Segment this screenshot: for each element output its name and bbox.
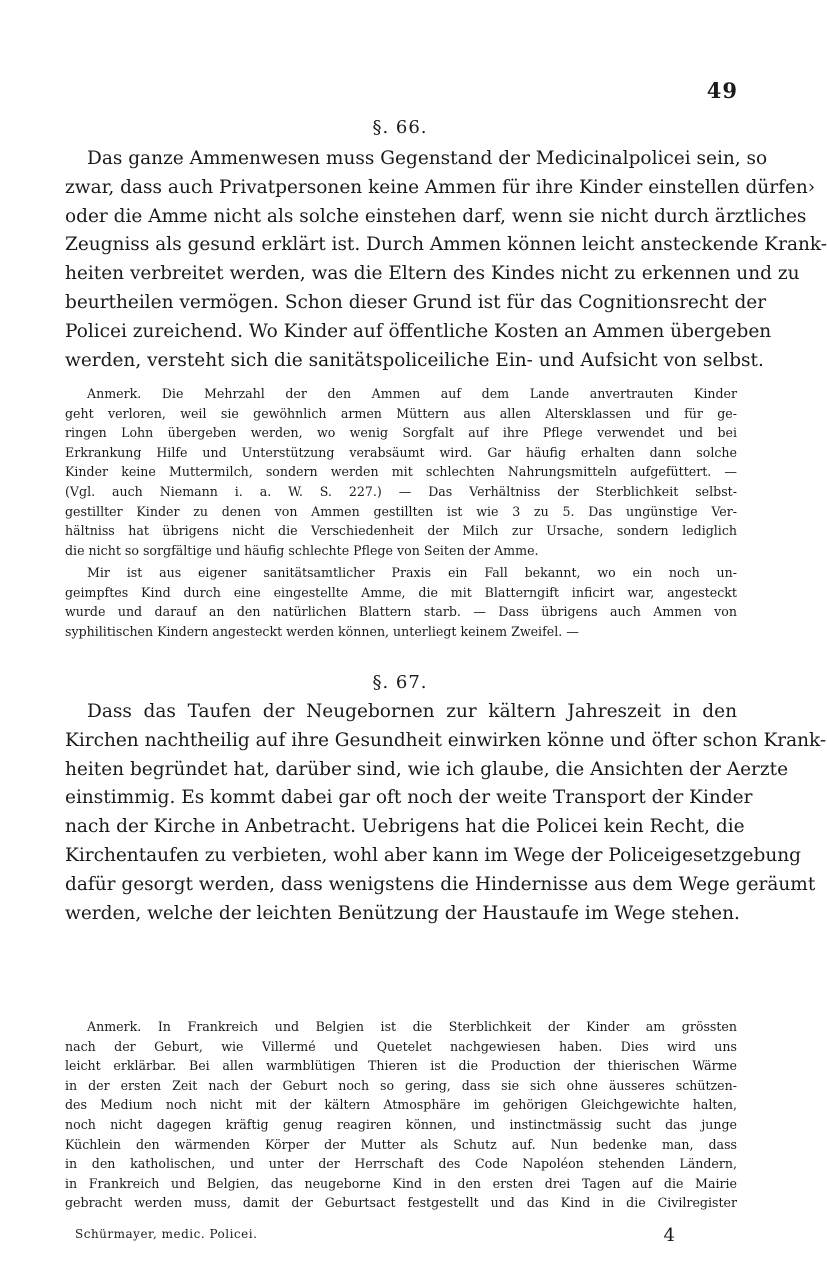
sheet-number: 4 — [663, 1225, 675, 1246]
body-line: oder die Amme nicht als solche einstehen darf, wenn sie nicht durch ärztliches — [65, 205, 807, 227]
note-line: ringen Lohn übergeben werden, wo wenig Sorgfalt auf ihre Pflege verwendet und bei — [65, 425, 737, 441]
section-66-note — [65, 384, 737, 560]
note-line: leicht erklärbar. Bei allen warmblütigen Thieren ist die Production der thierischen Wärme — [65, 1058, 737, 1074]
note-line: gebracht werden muss, damit der Geburtsact festgestellt und das Kind in die Civilregister — [65, 1195, 737, 1211]
section-66-note-2 — [65, 563, 737, 641]
note-line: gestillter Kinder zu denen von Ammen gestillten ist wie 3 zu 5. Das ungünstige Ver- — [65, 503, 737, 519]
note-line: in der ersten Zeit nach der Geburt noch so gering, dass sie sich ohne äusseres schützen- — [65, 1077, 737, 1093]
section-66-body — [65, 145, 827, 375]
note-line: des Medium noch nicht mit der kältern Atmosphäre im gehörigen Gleichgewichte halten, — [65, 1097, 737, 1113]
note-line: Küchlein den wärmenden Körper der Mutter als Schutz auf. Nun bedenke man, dass — [65, 1136, 737, 1152]
note-line: in Frankreich und Belgien, das neugeborne Kind in den ersten drei Tagen auf die Mairie — [65, 1175, 737, 1191]
note-line: syphilitischen Kindern angesteckt werden können, unterliegt keinem Zweifel. — — [65, 623, 579, 639]
body-line: Zeugniss als gesund erklärt ist. Durch Ammen können leicht ansteckende Krank- — [65, 234, 827, 256]
section-67-heading: §. 67. — [372, 672, 428, 693]
note-line: Erkrankung Hilfe und Unterstützung verabsäumt wird. Gar häufig erhalten dann solche — [65, 444, 737, 460]
note-line: nach der Geburt, wie Villermé und Quetelet nachgewiesen haben. Dies wird uns — [65, 1038, 737, 1054]
body-line: einstimmig. Es kommt dabei gar oft noch der weite Transport der Kinder — [65, 787, 753, 809]
body-line: Dass das Taufen der Neugebornen zur kältern Jahreszeit in den — [87, 701, 737, 722]
body-line: beurtheilen vermögen. Schon dieser Grund ist für das Cognitionsrecht der — [65, 291, 767, 313]
section-67-body — [65, 698, 827, 928]
note-line: Mir ist aus eigener sanitätsamtlicher Praxis ein Fall bekannt, wo ein noch un- — [87, 565, 737, 580]
note-line: wurde und darauf an den natürlichen Blattern starb. — Dass übrigens auch Ammen von — [65, 604, 737, 620]
body-line: werden, versteht sich die sanitätspoliceiliche Ein- und Aufsicht von selbst. — [65, 349, 764, 371]
body-line: Kirchen nachtheilig auf ihre Gesundheit einwirken könne und öfter schon Krank- — [65, 729, 827, 751]
body-line: werden, welche der leichten Benützung der Haustaufe im Wege stehen. — [65, 902, 740, 924]
body-line: Policei zureichend. Wo Kinder auf öffentliche Kosten an Ammen übergeben — [65, 320, 772, 342]
note-line: hältniss hat übrigens nicht die Verschiedenheit der Milch zur Ursache, sondern lediglich — [65, 523, 737, 539]
body-line: heiten verbreitet werden, was die Eltern des Kindes nicht zu erkennen und zu — [65, 263, 800, 285]
section-67-note — [65, 1017, 737, 1213]
note-line: Kinder keine Muttermilch, sondern werden mit schlechten Nahrungsmitteln aufgefüttert. — — [65, 464, 737, 480]
note-line: Anmerk. Die Mehrzahl der den Ammen auf dem Lande anvertrauten Kinder — [87, 386, 737, 401]
page-number: 49 — [706, 78, 738, 103]
page-footer — [75, 1225, 735, 1246]
body-line: nach der Kirche in Anbetracht. Uebrigens hat die Policei kein Recht, die — [65, 816, 745, 838]
body-line: heiten begründet hat, darüber sind, wie ich glaube, die Ansichten der Aerzte — [65, 758, 789, 780]
note-line: geht verloren, weil sie gewöhnlich armen Müttern aus allen Altersklassen und für ge- — [65, 405, 737, 421]
body-line: dafür gesorgt werden, dass wenigstens die Hindernisse aus dem Wege geräumt — [65, 873, 816, 895]
body-line: Kirchentaufen zu verbieten, wohl aber kann im Wege der Policeigesetzgebung — [65, 844, 802, 866]
note-line: (Vgl. auch Niemann i. a. W. S. 227.) — Das Verhältniss der Sterblichkeit selbst- — [65, 483, 737, 499]
footer-signature: Schürmayer, medic. Policei. — [75, 1227, 258, 1241]
note-line: geimpftes Kind durch eine eingestellte Amme, die mit Blatterngift inficirt war, angesteckt — [65, 584, 737, 600]
body-line: zwar, dass auch Privatpersonen keine Ammen für ihre Kinder einstellen dürfen› — [65, 176, 816, 198]
note-line: noch nicht dagegen kräftig genug reagiren können, und instinctmässig sucht das junge — [65, 1116, 737, 1132]
note-line: in den katholischen, und unter der Herrschaft des Code Napoléon stehenden Ländern, — [65, 1156, 737, 1172]
body-line: Das ganze Ammenwesen muss Gegenstand der Medicinalpolicei sein, so — [87, 148, 768, 169]
note-line: Anmerk. In Frankreich und Belgien ist die Sterblichkeit der Kinder am grössten — [87, 1019, 737, 1034]
section-66-heading: §. 66. — [372, 117, 428, 138]
note-line: die nicht so sorgfältige und häufig schlechte Pflege von Seiten der Amme. — [65, 542, 539, 558]
